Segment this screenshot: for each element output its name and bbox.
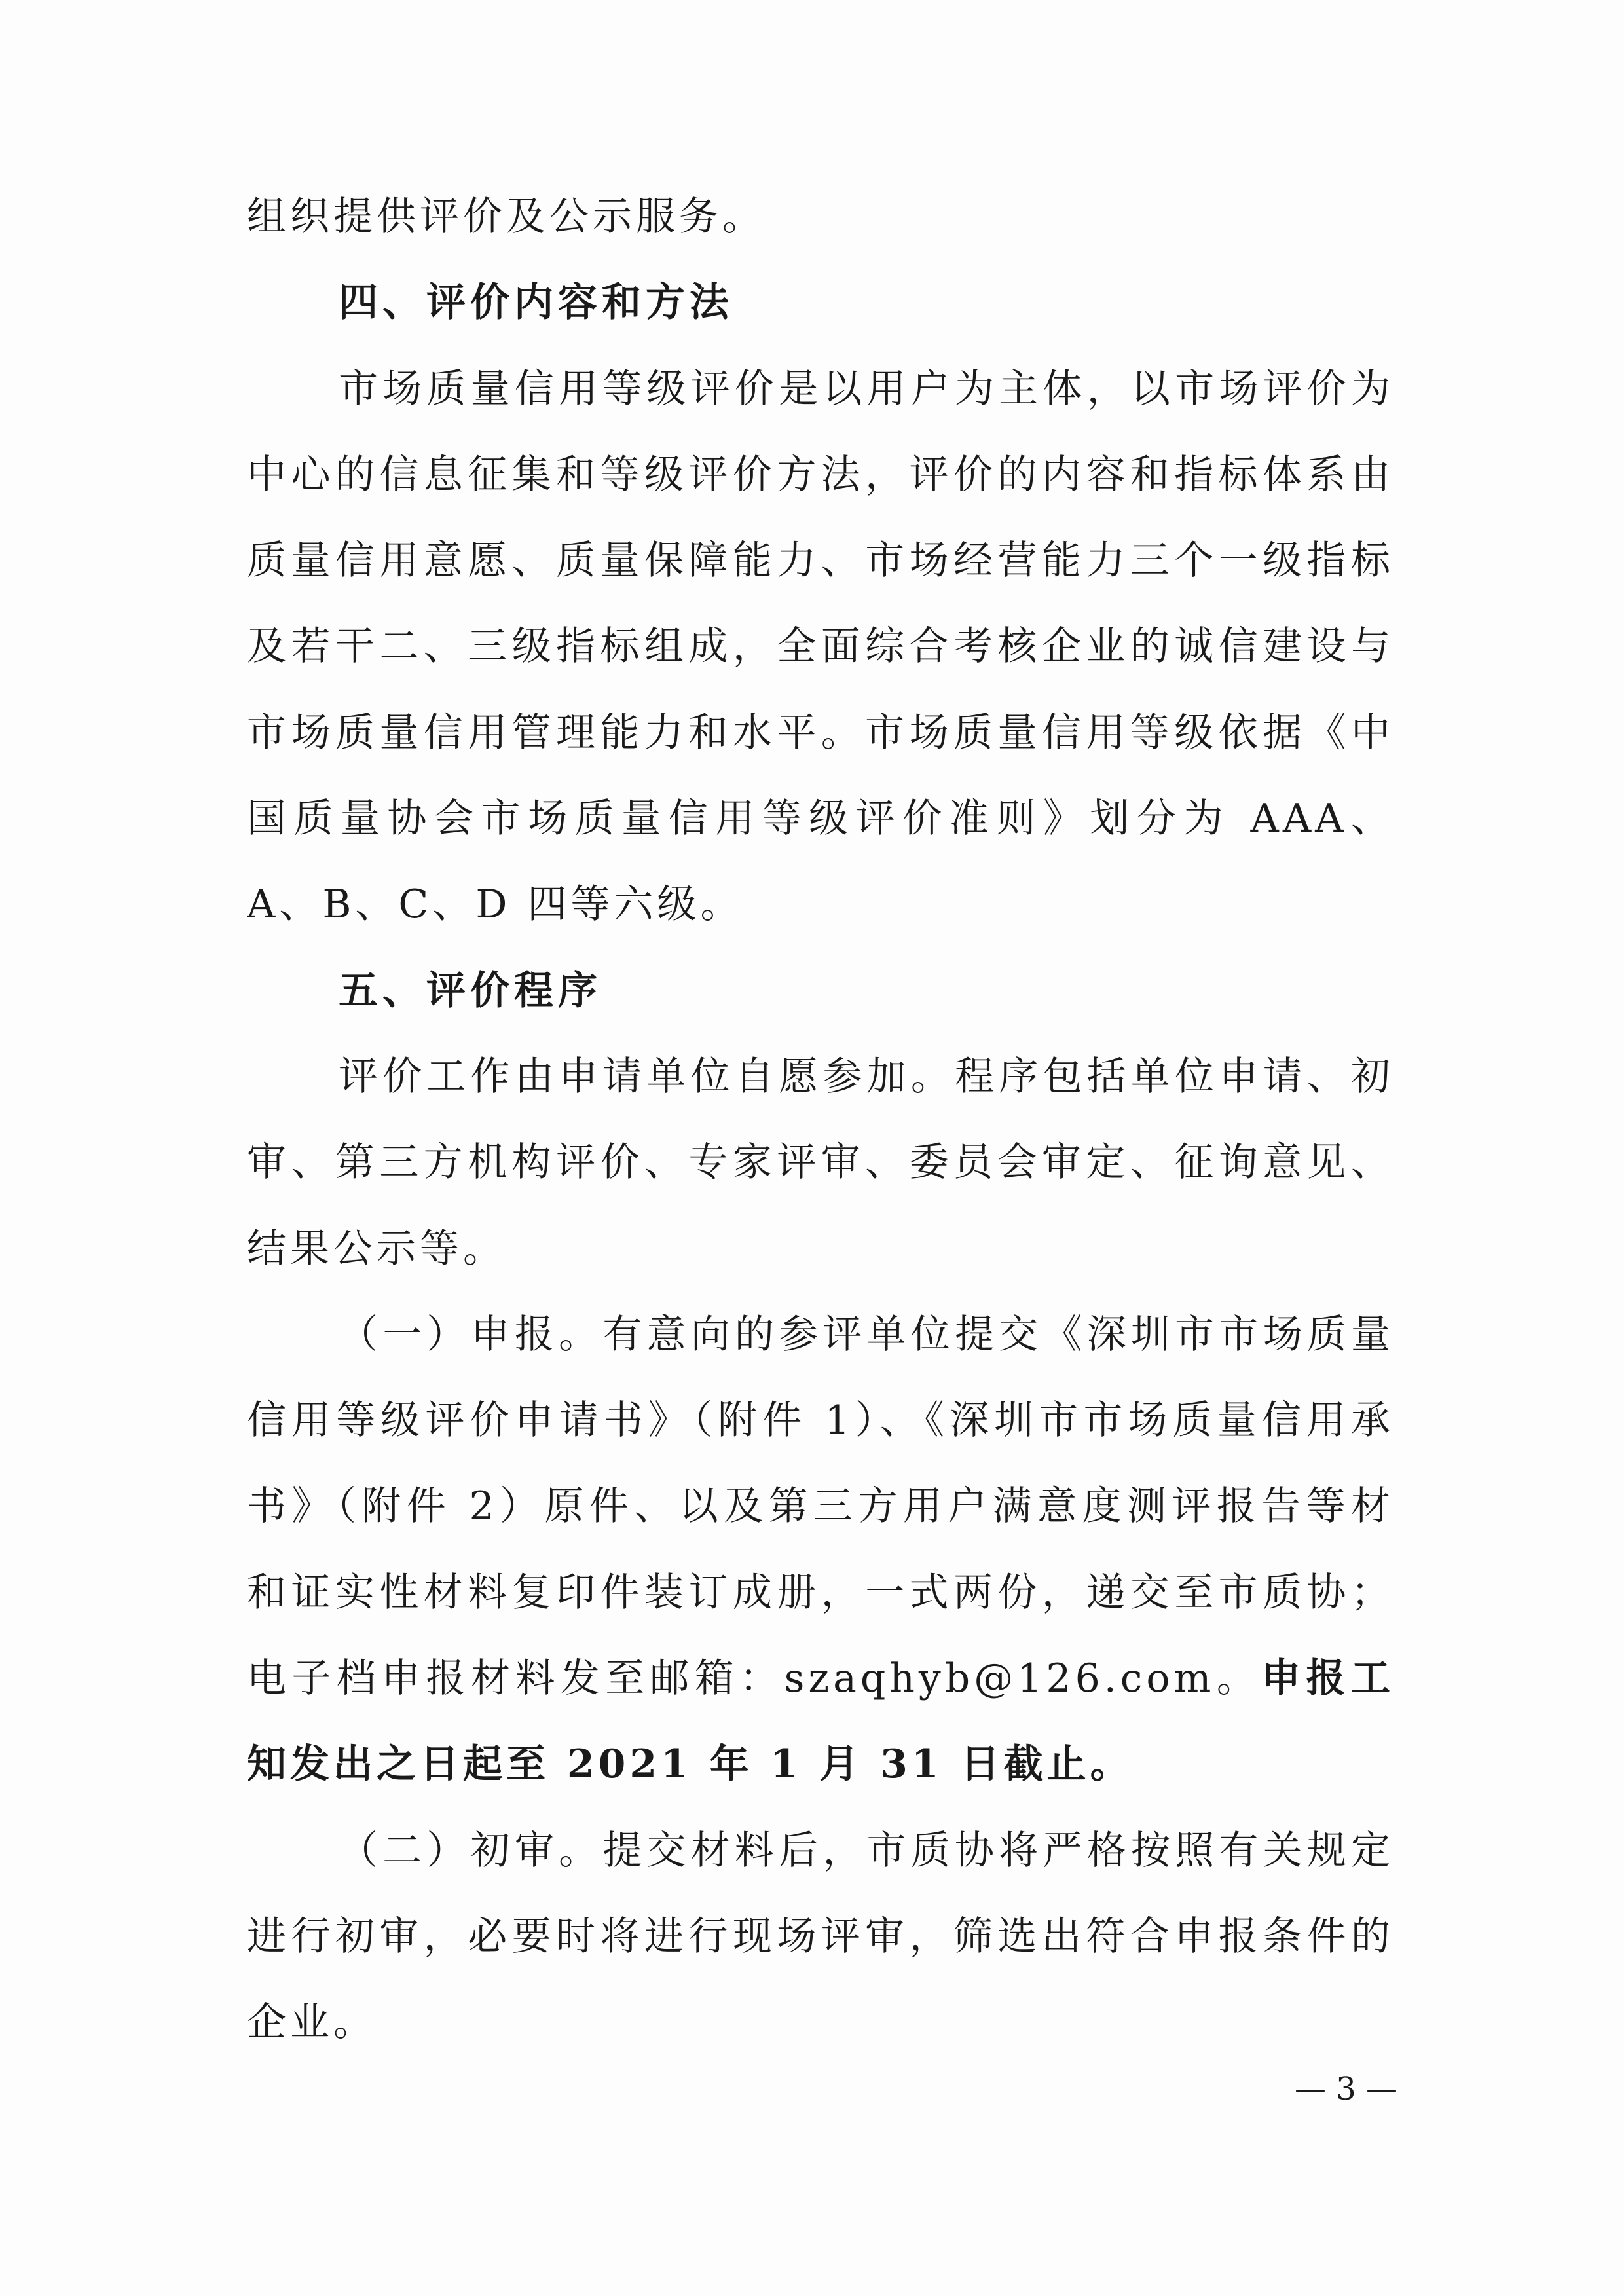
text-line: 审、第三方机构评价、专家评审、委员会审定、征询意见、 (247, 1139, 1394, 1186)
deadline-emphasis-line: 知发出之日起至 2021 年 1 月 31 日截止。 (247, 1741, 1134, 1788)
text-line: 市场质量信用等级评价是以用户为主体，以市场评价为 (339, 365, 1394, 412)
text-line: 市场质量信用管理能力和水平。市场质量信用等级依据《中 (247, 709, 1394, 756)
text-line: 和证实性材料复印件装订成册，一式两份，递交至市质协； (247, 1569, 1394, 1616)
deadline-emphasis-start: 申报工 (1261, 1656, 1394, 1702)
text-line: 国质量协会市场质量信用等级评价准则》划分为 AAA、 (247, 796, 1394, 842)
text-line: 结果公示等。 (247, 1225, 506, 1272)
section-heading-5: 五、评价程序 (339, 967, 602, 1014)
text-line-mixed (247, 1636, 1394, 1722)
email-line-text: 电子档申报材料发至邮箱：szaqhyb@126.com。 (247, 1656, 1262, 1702)
text-line: 书》（附件 2）原件、以及第三方用户满意度测评报告等材 (247, 1483, 1394, 1530)
text-line: 企业。 (247, 1999, 377, 2046)
text-line: 组织提供评价及公示服务。 (247, 194, 766, 240)
page-number: — 3 — (1294, 2071, 1397, 2107)
document-body (247, 174, 1394, 2066)
text-line: 及若干二、三级指标组成，全面综合考核企业的诚信建设与 (247, 623, 1394, 670)
text-line: （二）初审。提交材料后，市质协将严格按照有关规定 (339, 1827, 1394, 1874)
text-line: 中心的信息征集和等级评价方法，评价的内容和指标体系由 (247, 451, 1394, 498)
text-line: （一）申报。有意向的参评单位提交《深圳市市场质量 (339, 1311, 1394, 1358)
text-line: 信用等级评价申请书》（附件 1）、《深圳市市场质量信用承 (247, 1398, 1394, 1444)
text-line: 进行初审，必要时将进行现场评审，筛选出符合申报条件的 (247, 1913, 1394, 1959)
text-line: 质量信用意愿、质量保障能力、市场经营能力三个一级指标 (247, 538, 1394, 584)
section-heading-4: 四、评价内容和方法 (339, 280, 733, 326)
text-line: A、B、C、D 四等六级。 (247, 881, 744, 928)
text-line: 评价工作由申请单位自愿参加。程序包括单位申请、初 (339, 1053, 1394, 1100)
